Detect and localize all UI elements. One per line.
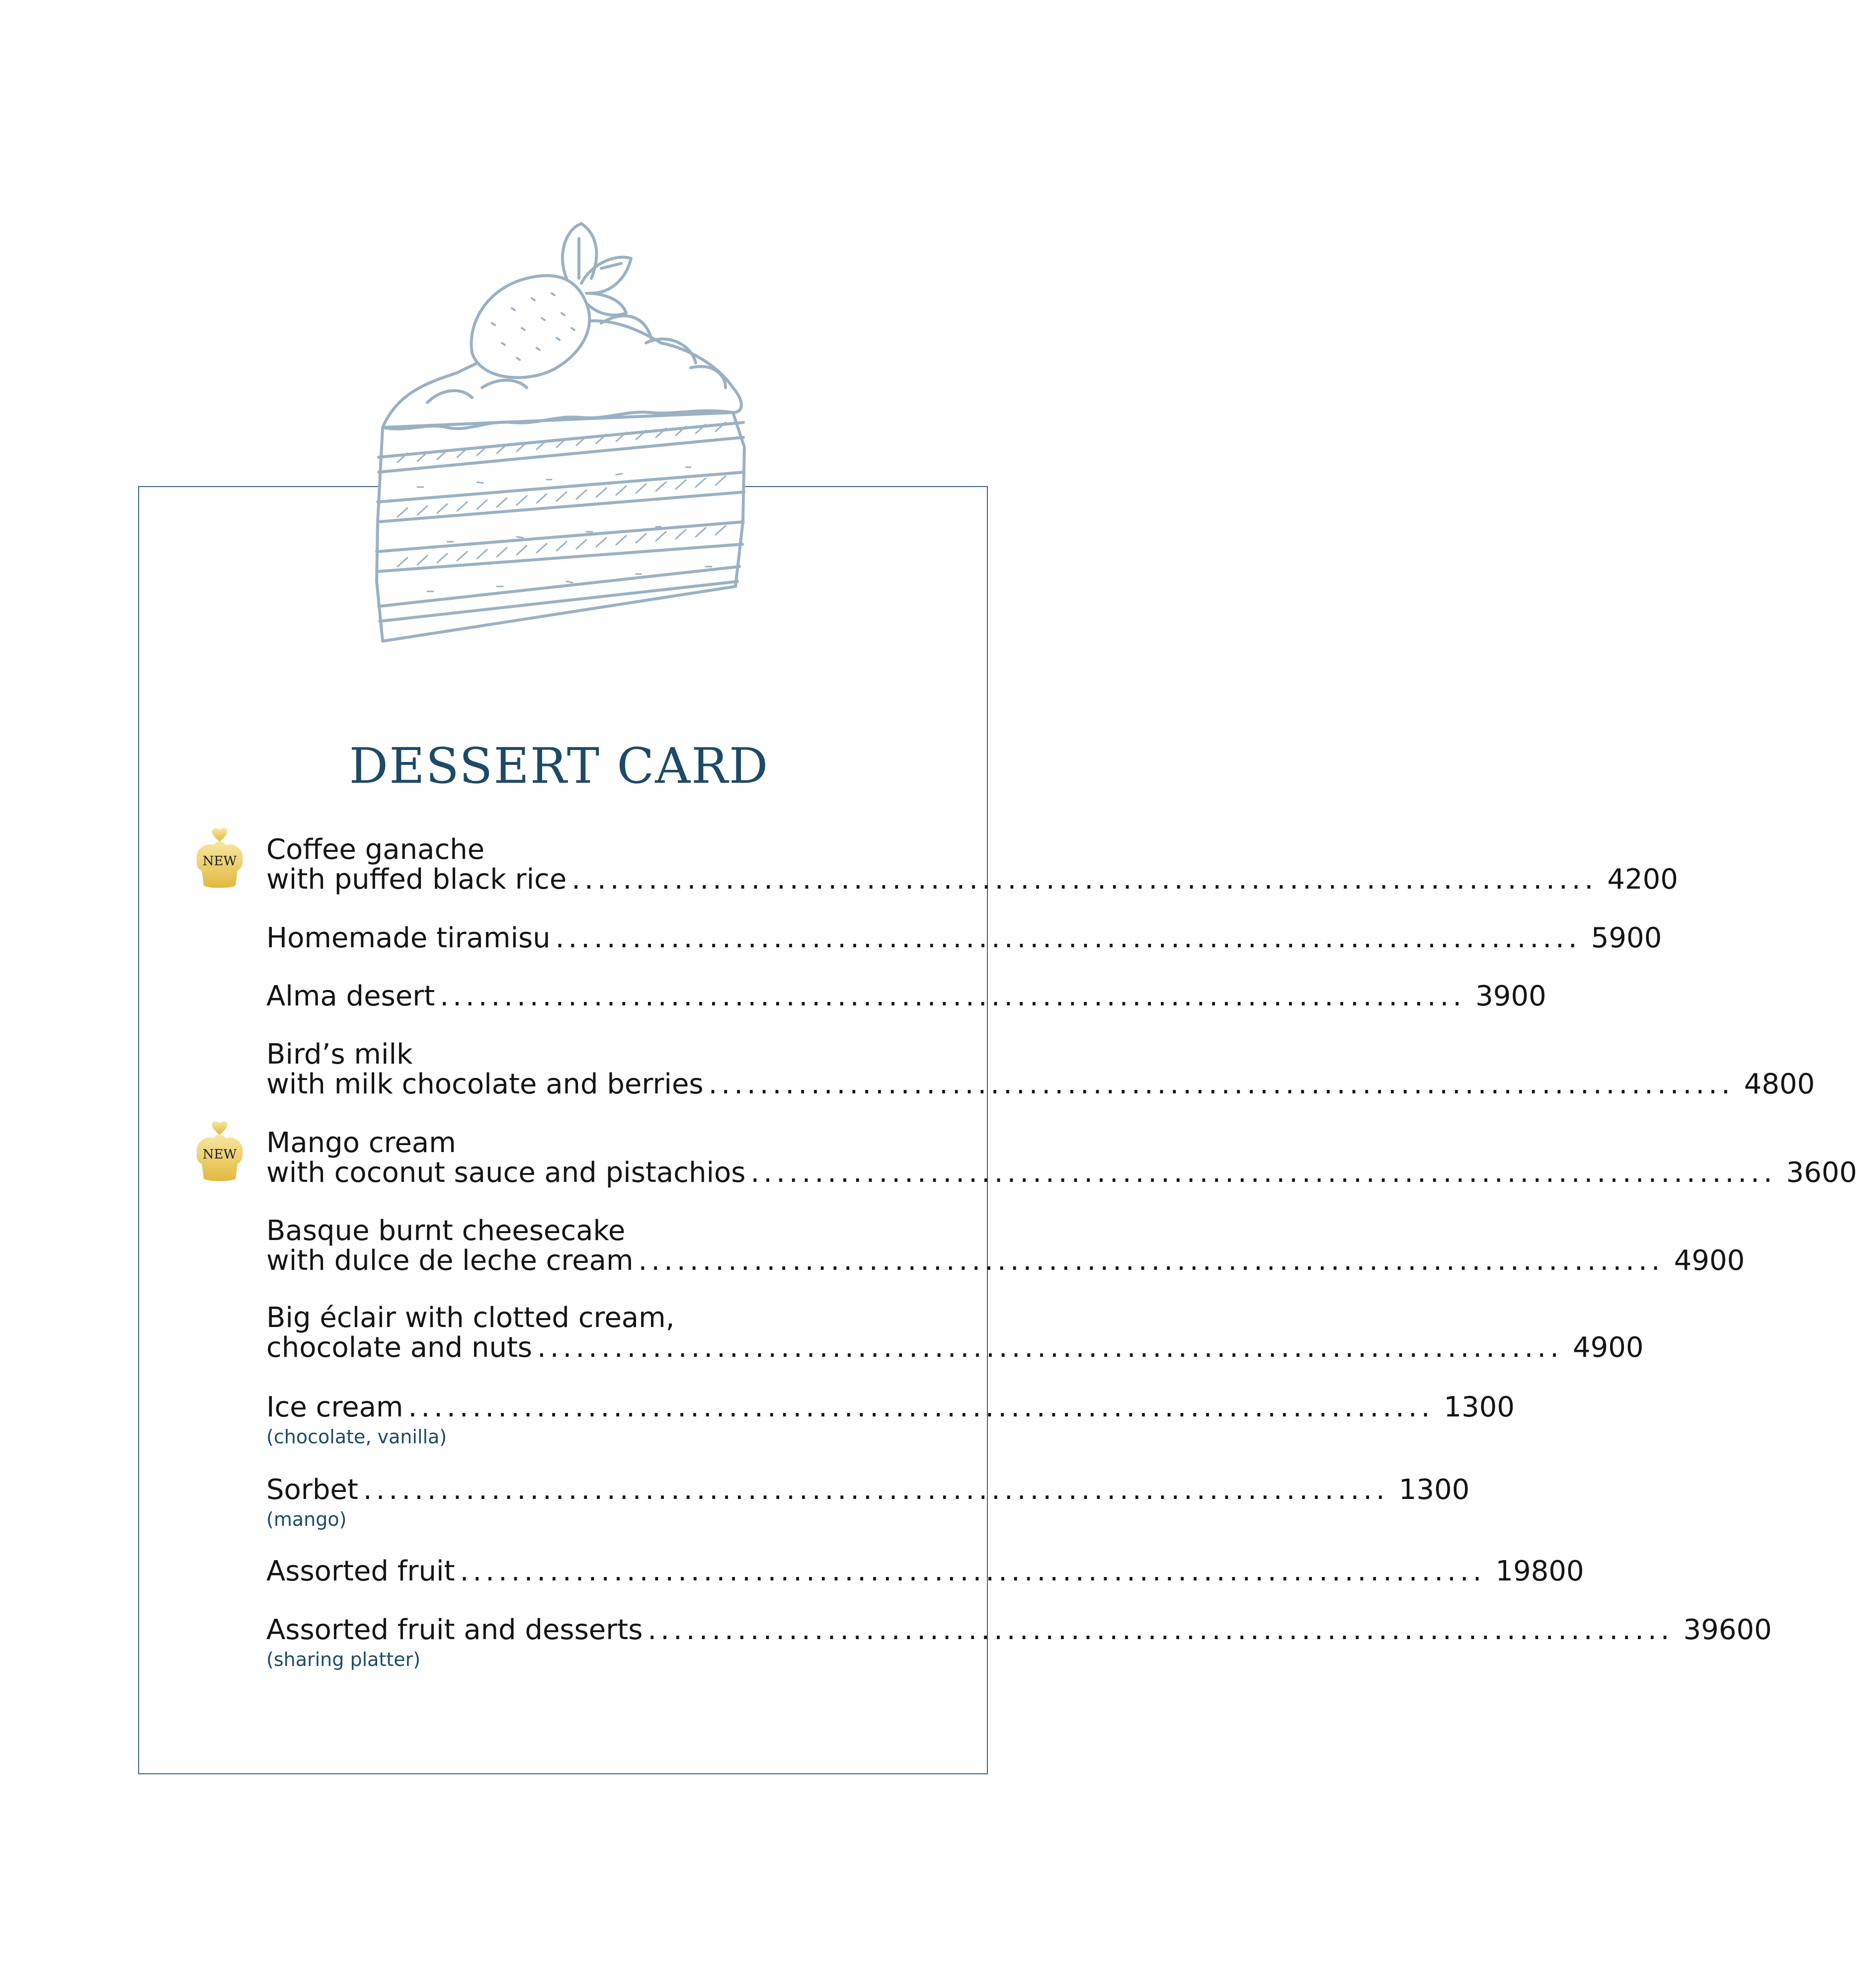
menu-item-row [266, 1244, 1745, 1277]
menu-item-price: 5900 [1591, 922, 1662, 954]
menu-item-title-line: Coffee ganache [266, 833, 485, 866]
menu-item-row [266, 1391, 1515, 1423]
menu-item-row [266, 1157, 1857, 1189]
menu-item-note: (mango) [266, 1508, 347, 1530]
menu-item-name: with dulce de leche cream [266, 1244, 634, 1277]
menu-item-price: 1300 [1398, 1474, 1470, 1506]
menu-item-price: 19800 [1495, 1555, 1584, 1587]
menu-item-row [266, 1614, 1772, 1646]
dot-leader: ................................................................................ [571, 863, 1598, 896]
menu-item [266, 922, 1662, 954]
dot-leader: ................................................................................ [647, 1614, 1674, 1646]
menu-item [266, 1391, 1515, 1448]
dot-leader: ................................................................................ [708, 1068, 1734, 1100]
menu-item-name: with milk chocolate and berries [266, 1068, 704, 1100]
menu-item-name: Ice cream [266, 1391, 404, 1423]
menu-item [266, 1038, 1815, 1100]
menu-item [266, 1474, 1470, 1531]
menu-item-name: Assorted fruit and desserts [266, 1614, 643, 1646]
cake-slice-illustration [368, 224, 755, 646]
new-badge-label: NEW [202, 1147, 237, 1162]
dot-leader: ................................................................................ [555, 922, 1581, 954]
dot-leader: ................................................................................ [460, 1555, 1486, 1587]
new-badge-label: NEW [202, 854, 237, 869]
menu-item-price: 1300 [1444, 1391, 1515, 1423]
page-title: DESSERT CARD [349, 738, 769, 795]
menu-item-title-line: Basque burnt cheesecake [266, 1215, 626, 1247]
menu-item-name: Alma desert [266, 980, 435, 1012]
menu-item [266, 980, 1546, 1012]
menu-item-price: 4900 [1573, 1331, 1644, 1364]
dot-leader: ................................................................................ [537, 1331, 1563, 1364]
menu-item-row [266, 863, 1678, 896]
menu-item [266, 1127, 1857, 1189]
menu-item-note: (sharing platter) [266, 1649, 421, 1670]
menu-item [266, 1614, 1772, 1671]
new-badge [190, 1118, 249, 1183]
menu-item-row [266, 922, 1662, 954]
menu-item-title-line: Bird’s milk [266, 1038, 413, 1071]
menu-item-name: Sorbet [266, 1474, 358, 1506]
menu-item-row [266, 1474, 1470, 1506]
menu-item-name: Homemade tiramisu [266, 922, 551, 954]
menu-item [266, 1215, 1745, 1277]
menu-item-row [266, 980, 1546, 1012]
menu-item-name: with coconut sauce and pistachios [266, 1157, 746, 1189]
menu-item-row [266, 1068, 1815, 1100]
menu-item-name: with puffed black rice [266, 863, 567, 896]
dot-leader: ................................................................................ [638, 1244, 1664, 1277]
menu-item-price: 3900 [1475, 980, 1546, 1012]
menu-item-price: 3600 [1786, 1157, 1857, 1189]
menu-item-title-line: Big éclair with clotted cream, [266, 1302, 675, 1334]
menu-item-row [266, 1555, 1584, 1587]
menu-item-price: 4900 [1674, 1244, 1745, 1277]
menu-item [266, 833, 1678, 896]
dot-leader: ................................................................................ [750, 1157, 1776, 1189]
menu-item [266, 1302, 1644, 1364]
dot-leader: ................................................................................ [363, 1474, 1389, 1506]
menu-item-price: 4200 [1607, 863, 1678, 896]
menu-item-note: (chocolate, vanilla) [266, 1426, 447, 1448]
menu-item [266, 1555, 1584, 1587]
menu-item-row [266, 1331, 1644, 1364]
dot-leader: ................................................................................ [408, 1391, 1434, 1423]
menu-item-title-line: Mango cream [266, 1127, 456, 1159]
menu-item-price: 4800 [1744, 1068, 1815, 1100]
dot-leader: ................................................................................ [440, 980, 1466, 1012]
new-badge [190, 825, 249, 890]
menu-item-price: 39600 [1683, 1614, 1772, 1646]
menu-item-name: chocolate and nuts [266, 1331, 532, 1364]
menu-item-name: Assorted fruit [266, 1555, 455, 1587]
